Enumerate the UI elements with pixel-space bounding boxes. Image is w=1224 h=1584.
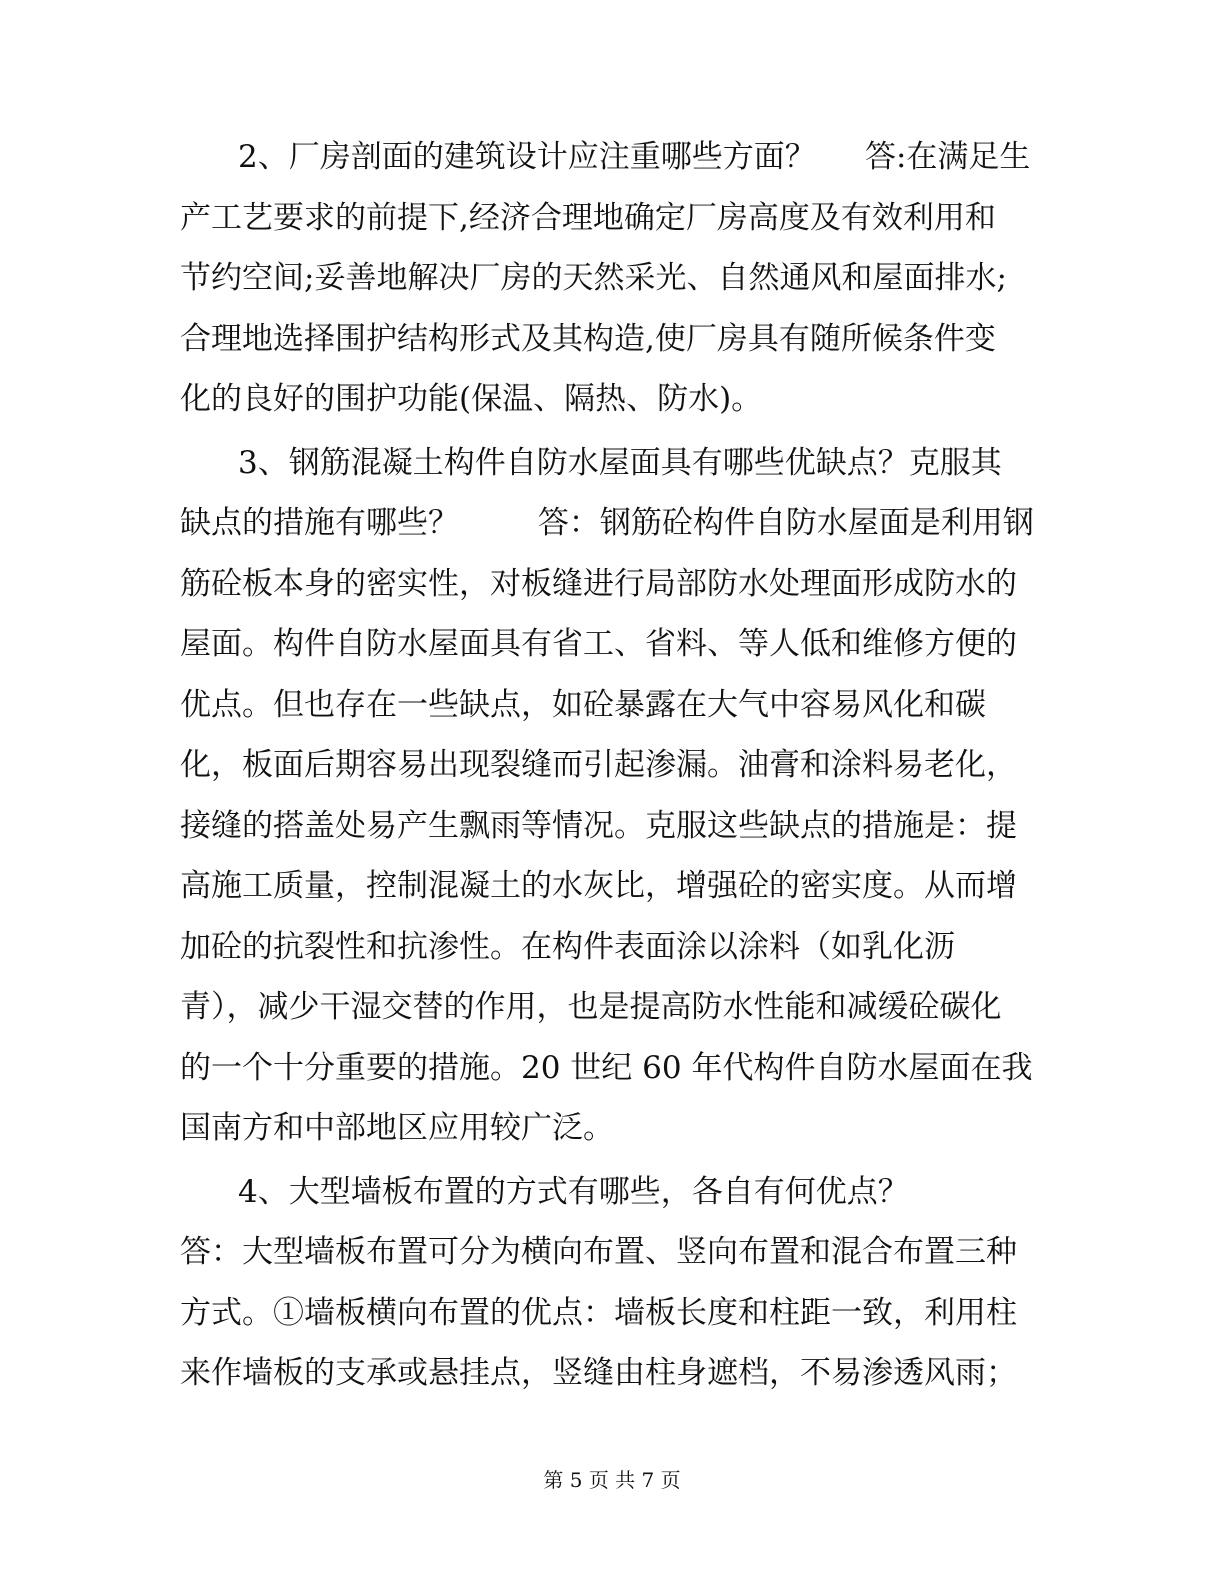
text-line: 来作墙板的支承或悬挂点，竖缝由柱身遮档，不易渗透风雨；	[180, 1355, 1017, 1391]
paragraph-q3	[180, 433, 1038, 1159]
text-line: 4、大型墙板布置的方式有哪些，各自有何优点？	[238, 1173, 909, 1210]
text-line: 国南方和中部地区应用较广泛。	[180, 1110, 614, 1146]
text-line: 屋面。构件自防水屋面具有省工、省料、等人低和维修方便的	[180, 626, 1017, 662]
paragraph-q4	[180, 1162, 1038, 1404]
text-line: 化的良好的围护功能(保温、隔热、防水)。	[180, 381, 763, 417]
text-line: 优点。但也存在一些缺点，如砼暴露在大气中容易风化和碳	[180, 686, 986, 723]
text-line: 答：大型墙板布置可分为横向布置、竖向布置和混合布置三种	[180, 1234, 1017, 1270]
page-number-footer: 第 5 页 共 7 页	[543, 1468, 681, 1492]
text-line: 的一个十分重要的措施。20 世纪 60 年代构件自防水屋面在我	[180, 1049, 1033, 1086]
text-line: 筋砼板本身的密实性，对板缝进行局部防水处理面形成防水的	[180, 565, 1017, 602]
paragraph-q2	[180, 127, 1038, 430]
text-line: 化，板面后期容易出现裂缝而引起渗漏。油膏和涂料易老化，	[180, 747, 1017, 783]
text-line: 加砼的抗裂性和抗渗性。在构件表面涂以涂料（如乳化沥	[180, 928, 955, 965]
text-line: 合理地选择围护结构形式及其构造,使厂房具有随所候条件变	[180, 320, 996, 357]
document-body	[180, 127, 1038, 1404]
text-line: 产工艺要求的前提下,经济合理地确定厂房高度及有效利用和	[180, 199, 996, 236]
text-line: 接缝的搭盖处易产生飘雨等情况。克服这些缺点的措施是：提	[180, 807, 1017, 844]
text-line: 节约空间;妥善地解决厂房的天然采光、自然通风和屋面排水;	[180, 260, 1007, 296]
text-line: 青），减少干湿交替的作用，也是提高防水性能和减缓砼碳化	[180, 989, 1002, 1025]
text-line: 方式。①墙板横向布置的优点：墙板长度和柱距一致，利用柱	[180, 1294, 1017, 1331]
text-line: 2、厂房剖面的建筑设计应注重哪些方面？ 答:在满足生	[238, 139, 1031, 175]
text-line: 缺点的措施有哪些？ 答：钢筋砼构件自防水屋面是利用钢	[180, 505, 1034, 541]
text-line: 3、钢筋混凝土构件自防水屋面具有哪些优缺点？克服其	[238, 444, 1002, 481]
text-line: 高施工质量，控制混凝土的水灰比，增强砼的密实度。从而增	[180, 868, 1017, 904]
